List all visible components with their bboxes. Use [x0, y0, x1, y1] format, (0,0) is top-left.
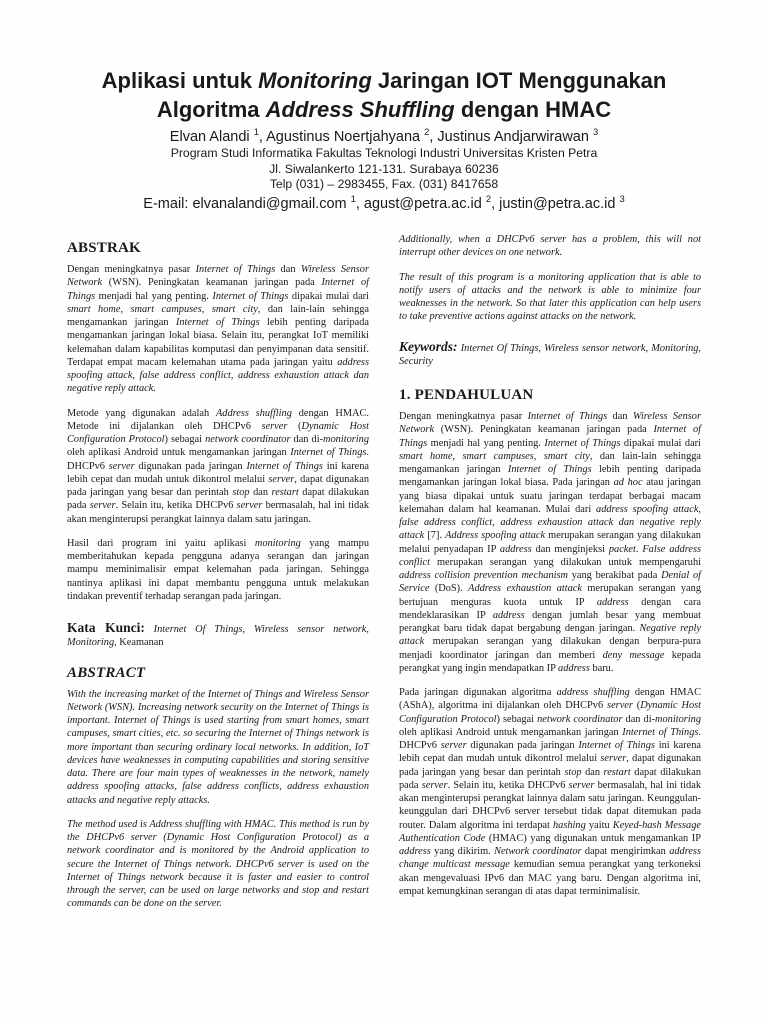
paper-header [0, 66, 768, 213]
abstract-paragraph-1: With the increasing market of the Internet of Things and Wireless Sensor Network (WSN). Increasing network security on the Internet of Things is important. Internet of Things is used starting from smart homes, smart campuses, smart cities, etc. so securing the Internet of Things network is more important than securing ordinary local networks. In addition, IoT devices have weaknesses in computing capabilities and storing sensitive data. There are four main types of weaknesses in the network, namely address spoofing attacks, false address conflicts, address exhaustion attacks and negative reply attacks. [67, 688, 369, 806]
phone-fax: Telp (031) – 2983455, Fax. (031) 8417658 [269, 177, 499, 191]
section-1-heading: 1. PENDAHULUAN [399, 387, 534, 403]
title-line-1: Aplikasi untuk Monitoring Jaringan IOT Menggunakan [101, 68, 667, 93]
abstract-paragraph-3: Additionally, when a DHCPv6 server has a problem, this will not interrupt other devices on one network. [399, 234, 701, 259]
kata-kunci: Kata Kunci: Internet Of Things, Wireless sensor network, Monitoring, Keamanan [67, 620, 369, 649]
left-column [67, 239, 369, 922]
email-line: E-mail: elvanalandi@gmail.com $^1$, agust@petra.ac.id $^2$, justin@petra.ac.id $^3$ [143, 192, 625, 212]
title-line-2: Algoritma Address Shuffling dengan HMAC [156, 97, 612, 122]
affiliation: Program Studi Informatika Fakultas Teknologi Industri Universitas Kristen Petra [170, 146, 598, 160]
author-list: Elvan Alandi $^1$, Agustinus Noertjahyana $^2$, Justinus Andjarwirawan $^3$ [169, 126, 599, 145]
abstrak-paragraph-3: Hasil dari program ini yaitu aplikasi monitoring yang mampu memberitahukan kepada pengguna adanya serangan dan jaringan mampu meminimalisir empat kelemahan pada jaringan. Sehingga nantinya aplikasi ini dapat membantu pengguna untuk melakukan tindakan preventif terhadap serangan pada jaringan. [67, 537, 369, 602]
abstract-paragraph-2: The method used is Address shuffling with HMAC. This method is run by the DHCPv6 server (Dynamic Host Configuration Protocol) as a network coordinator and is monitored by the Android application to secure the Internet of Things network. DHCPv6 server is used on the Internet of Things network because it is faster and easier to control through the server, can be used on large networks and stop and restart commands can be done on the server. [67, 818, 369, 910]
postal-address: Jl. Siwalankerto 121-131. Surabaya 60236 [269, 161, 499, 176]
abstract-heading: ABSTRACT [67, 664, 146, 681]
abstrak-paragraph-2: Metode yang digunakan adalah Address shuffling dengan HMAC. Metode ini dijalankan oleh DHCPv6 server (Dynamic Host Configuration Protocol) sebagai network coordinator dan di-monitoring oleh aplikasi Android untuk mengamankan jaringan Internet of Things. DHCPv6 server digunakan pada jaringan Internet of Things ini karena lebih cepat dan mudah untuk dikontrol melalui server, dapat digunakan pada jaringan yang besar dan perintah stop dan restart dapat dilakukan pada server. Selain itu, ketika DHCPv6 server bermasalah, hal ini tidak akan menginterupsi perangkat lainnya dalam satu jaringan. [67, 407, 370, 525]
pendahuluan-paragraph-2: Pada jaringan digunakan algoritma address shuffling dengan HMAC (AShA), algoritma ini dijalankan oleh DHCPv6 server (Dynamic Host Configuration Protocol) sebagai network coordinator dan di-monitoring oleh aplikasi Android untuk mengamankan jaringan Internet of Things. DHCPv6 server digunakan pada jaringan Internet of Things ini karena lebih cepat dan mudah untuk dikontrol melalui server, dapat digunakan pada jaringan yang besar dan perintah stop dan restart dapat dilakukan pada server. Selain itu, ketika DHCPv6 server bermasalah, hal ini tidak akan menginterupsi perangkat lainnya dalam satu jaringan. Keunggulan-keunggulan dari DHCPv6 server tersebut tidak dapat ditemukan pada router. Dalam algoritma ini terdapat hashing yaitu Keyed-hash Message Authentication Code (HMAC) yang digunakan untuk mengamankan IP address yang dikirim. Network coordinator dapat mengirimkan address change multicast message kemudian semua perangkat yang terkoneksi akan mengevaluasi IPv6 dan MAC yang baru. Dengan algoritma ini, empat kemungkinan serangan di atas dapat terminimalisir. [399, 687, 702, 897]
abstrak-paragraph-1: Dengan meningkatnya pasar Internet of Things dan Wireless Sensor Network (WSN). Peningkatan keamanan jaringan pada Internet of Things menjadi hal yang penting. Internet of Things dipakai mulai dari smart home, smart campuses, smart city, dan lain-lain sehingga mengamankan jaringan Internet of Things lebih penting daripada mengamankan jaringan lokal biasa. Selain itu, perangkat IoT memiliki kelemahan dalam kapabilitas komputasi dan penyimpanan data sensitif. Terdapat empat macam kelemahan utama pada jaringan yaitu address spoofing attack, false address conflict, address exhaustion attack dan negative reply attack. [67, 264, 370, 395]
paper-title [0, 66, 768, 124]
keywords: Keywords: Internet Of Things, Wireless sensor network, Monitoring, Security [399, 338, 701, 367]
abstrak-heading: ABSTRAK [67, 240, 141, 256]
pendahuluan-paragraph-1: Dengan meningkatnya pasar Internet of Things dan Wireless Sensor Network (WSN). Peningkatan keamanan jaringan pada Internet of Things menjadi hal yang penting. Internet of Things dipakai mulai dari smart home, smart campuses, smart city, dan lain-lain sehingga mengamankan jaringan Internet of Things lebih penting daripada mengamankan jaringan lokal biasa. Pada jaringan ad hoc atau jaringan yang biasa dipakai untuk suatu jaringan terdapat berbagai macam kelemahan dalam hal keamanan. Mulai dari address spoofing attack, false address conflict, address exhaustion attack dan negative reply attack [7]. Address spoofing attack merupakan serangan yang dilakukan melalui penyadapan IP address dan menginjeksi packet. False address conflict merupakan serangan yang dilakukan untuk mempengaruhi address collision prevention mechanism yang berakibat pada Denial of Service (DoS). Address exhaustion attack merupakan serangan yang bertujuan menguras kuota untuk IP address dengan cara mendeklarasikan IP address dengan jumlah besar yang membuat perangkat baru tidak dapat bergabung dengan jaringan. Negative reply attack merupakan serangan yang dilakukan dengan berpura-pura menjadi koordinator jaringan dan memberi deny message kepada perangkat yang ingin mendapatkan IP address baru. [399, 411, 702, 674]
right-column [399, 233, 701, 909]
abstract-paragraph-4: The result of this program is a monitoring application that is able to notify users of attacks and the network is able to minimize four weaknesses in the network. So that later this application can help users to take preventive actions against attacks on the network. [399, 271, 701, 323]
